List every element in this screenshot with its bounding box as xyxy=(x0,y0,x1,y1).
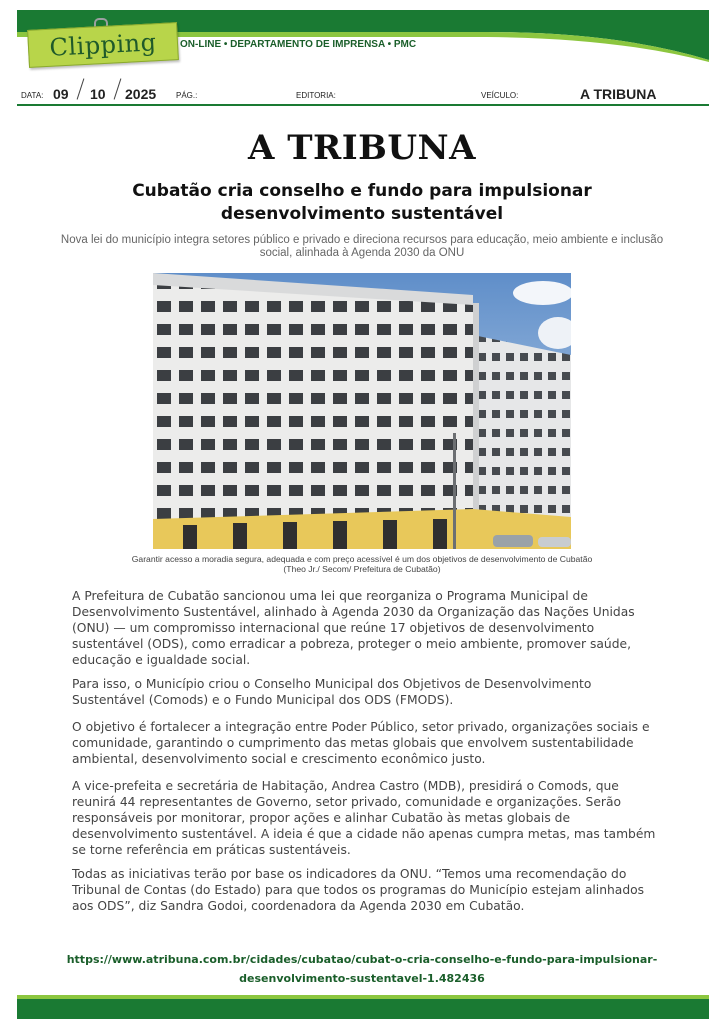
veiculo-label: VEÍCULO: xyxy=(481,91,519,100)
source-link[interactable]: https://www.atribuna.com.br/cidades/cubatao/cubat-o-cria-conselho-e-fundo-para-impulsionar-desenvolvimento-sustentavel-1.482436 xyxy=(66,953,658,985)
date-day: 09 xyxy=(53,86,69,102)
article-paragraph: Todas as iniciativas terão por base os indicadores da ONU. “Temos uma recomendação do Tribunal de Contas (do Estado) para que todos os programas do Município estejam alinhados aos ODS”, diz Sandra Godoi, coordenadora da Agenda 2030 em Cubatão. xyxy=(72,867,645,913)
page-label: PÁG.: xyxy=(176,91,198,100)
date-label: DATA: xyxy=(21,91,44,100)
article-paragraph: O objetivo é fortalecer a integração entre Poder Público, setor privado, organizações sociais e comunidade, garantindo o cumprimento das metas globais que envolvem sustentabilidade ambiental, desenvolvimento social e crescimento econômico justo. xyxy=(72,720,650,766)
newspaper-name: A TRIBUNA xyxy=(247,128,477,168)
date-separator xyxy=(114,78,122,99)
date-year: 2025 xyxy=(125,86,157,102)
article-subheadline: Nova lei do município integra setores público e privado e direciona recursos para educação, meio ambiente e inclusão social, alinhada à Agenda 2030 da ONU xyxy=(60,234,664,259)
veiculo-value: A TRIBUNA xyxy=(580,86,657,102)
department-label: ON-LINE • DEPARTAMENTO DE IMPRENSA • PMC xyxy=(180,39,417,50)
footer-bar xyxy=(17,995,709,1019)
building-photo xyxy=(153,273,571,549)
article-paragraph: Para isso, o Município criou o Conselho Municipal dos Objetivos de Desenvolvimento Sustentável (Comods) e o Fundo Municipal dos ODS (FMODS). xyxy=(72,677,592,707)
article-paragraph: A Prefeitura de Cubatão sancionou uma lei que reorganiza o Programa Municipal de Desenvolvimento Sustentável, alinhado à Agenda 2030 da Organização das Nações Unidas (ONU) — um compromisso internacional que reúne 17 objetivos de desenvolvimento sustentável (ODS), como erradicar a pobreza, proteger o meio ambiente, promover saúde, educação e igualdade social. xyxy=(72,589,635,667)
header-divider xyxy=(17,104,709,106)
date-month: 10 xyxy=(90,86,106,102)
date-separator xyxy=(77,78,85,99)
editoria-label: EDITORIA: xyxy=(296,91,336,100)
article-paragraph: A vice-prefeita e secretária de Habitação, Andrea Castro (MDB), presidirá o Comods, que reunirá 44 representantes de Governo, setor privado, comunidade e organizações. Serão responsáveis por monitorar, propor ações e alinhar Cubatão às metas globais de desenvolvimento sustentável. A ideia é que a cidade não apenas cumpra metas, mas também se torne referência em práticas sustentáveis. xyxy=(72,779,656,857)
photo-caption: Garantir acesso a moradia segura, adequada e com preço acessível é um dos objetivos de desenvolvimento de Cubatão (Theo Jr./ Secom/ Prefeitura de Cubatão) xyxy=(131,554,593,574)
article-headline: Cubatão cria conselho e fundo para impulsionar desenvolvimento sustentável xyxy=(132,181,592,224)
clipping-label: Clipping xyxy=(27,22,179,68)
